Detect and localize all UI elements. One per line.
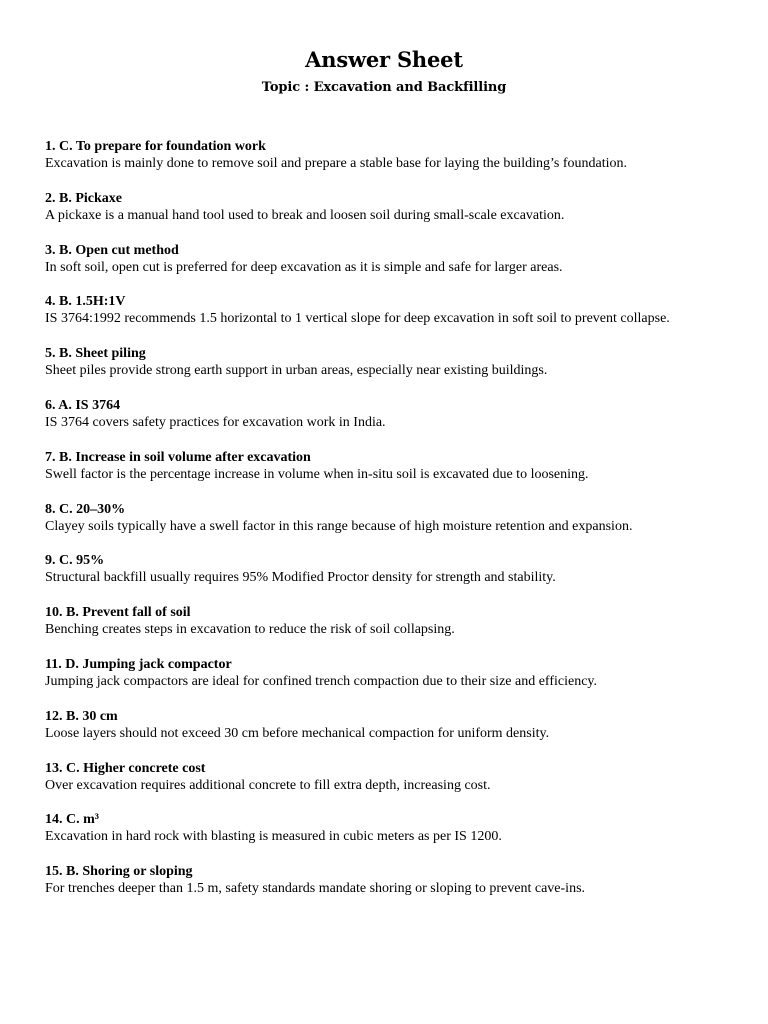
answer-item xyxy=(45,398,745,449)
answer-explanation: IS 3764 covers safety practices for excavation work in India. xyxy=(45,414,386,430)
answer-heading: 5. B. Sheet piling xyxy=(45,346,146,362)
answer-explanation: Jumping jack compactors are ideal for confined trench compaction due to their size and efficiency. xyxy=(45,673,598,689)
answer-explanation: Structural backfill usually requires 95% Modified Proctor density for strength and stability. xyxy=(45,570,556,586)
answer-heading: 1. C. To prepare for foundation work xyxy=(45,139,266,154)
answer-explanation: In soft soil, open cut is preferred for deep excavation as it is simple and safe for larger areas. xyxy=(45,259,563,275)
answer-item xyxy=(45,864,745,915)
answer-item xyxy=(45,294,745,345)
answer-explanation: Swell factor is the percentage increase in volume when in-situ soil is excavated due to loosening. xyxy=(45,466,589,482)
answer-heading: 8. C. 20–30% xyxy=(45,501,126,517)
answer-item xyxy=(45,450,745,501)
answer-heading: 10. B. Prevent fall of soil xyxy=(45,605,191,621)
answer-explanation: Excavation is mainly done to remove soil and prepare a stable base for laying the building’s foundation. xyxy=(45,156,628,171)
answer-heading: 15. B. Shoring or sloping xyxy=(45,864,193,880)
answer-heading: 9. C. 95% xyxy=(45,553,105,569)
answer-explanation: Over excavation requires additional concrete to fill extra depth, increasing cost. xyxy=(45,777,491,793)
page-subtitle: Topic : Excavation and Backfilling xyxy=(261,80,507,95)
answer-explanation: Loose layers should not exceed 30 cm before mechanical compaction for uniform density. xyxy=(45,725,550,741)
answer-heading: 6. A. IS 3764 xyxy=(45,397,121,413)
answer-heading: 2. B. Pickaxe xyxy=(45,190,122,206)
answer-heading: 13. C. Higher concrete cost xyxy=(45,760,206,776)
answer-item xyxy=(45,502,745,553)
answer-heading: 14. C. m³ xyxy=(45,812,99,828)
page-title: Answer Sheet xyxy=(305,47,463,72)
answer-item xyxy=(45,346,745,397)
answer-item xyxy=(45,553,745,604)
answer-item xyxy=(45,657,745,708)
answer-explanation: Benching creates steps in excavation to reduce the risk of soil collapsing. xyxy=(45,622,455,638)
answer-heading: 7. B. Increase in soil volume after excavation xyxy=(45,449,311,465)
answer-explanation: IS 3764:1992 recommends 1.5 horizontal to 1 vertical slope for deep excavation in soft soil to prevent collapse. xyxy=(45,311,670,327)
answer-item xyxy=(45,191,745,242)
answer-item xyxy=(45,139,745,190)
answer-explanation: A pickaxe is a manual hand tool used to break and loosen soil during small-scale excavation. xyxy=(45,207,565,223)
answer-list xyxy=(45,138,745,915)
answer-heading: 11. D. Jumping jack compactor xyxy=(45,656,232,672)
answer-item xyxy=(45,761,745,812)
answer-explanation: Excavation in hard rock with blasting is measured in cubic meters as per IS 1200. xyxy=(45,829,502,845)
answer-item xyxy=(45,812,745,863)
answer-item xyxy=(45,243,745,294)
answer-explanation: For trenches deeper than 1.5 m, safety standards mandate shoring or sloping to prevent cave-ins. xyxy=(45,881,586,897)
answer-item xyxy=(45,605,745,656)
answer-explanation: Clayey soils typically have a swell factor in this range because of high moisture retention and expansion. xyxy=(45,518,633,534)
answer-item xyxy=(45,709,745,760)
answer-heading: 4. B. 1.5H:1V xyxy=(45,294,126,310)
answer-heading: 3. B. Open cut method xyxy=(45,242,179,258)
answer-heading: 12. B. 30 cm xyxy=(45,708,118,724)
answer-explanation: Sheet piles provide strong earth support in urban areas, especially near existing buildings. xyxy=(45,363,548,379)
